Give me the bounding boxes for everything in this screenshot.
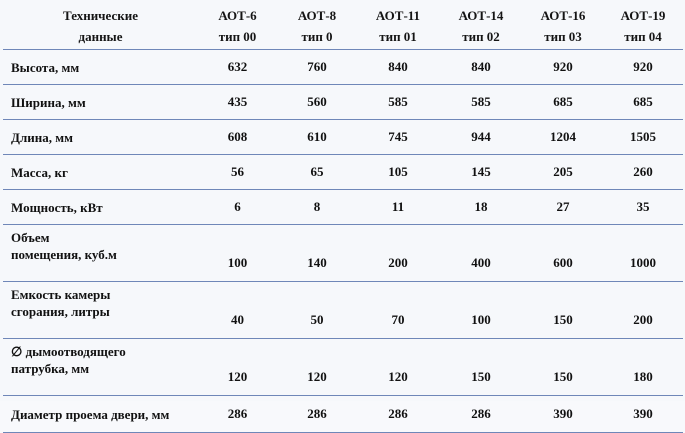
row-value: 200 <box>603 282 683 339</box>
table-row <box>3 396 683 433</box>
header-model-cell <box>277 3 357 50</box>
header-label-cell <box>3 3 198 50</box>
model-type: тип 00 <box>218 29 257 44</box>
header-label-line1: Технические <box>63 8 138 23</box>
row-value: 1204 <box>523 120 603 155</box>
header-row <box>3 3 683 50</box>
row-value: 150 <box>523 282 603 339</box>
model-name: АОТ-14 <box>458 8 504 23</box>
table-body <box>3 50 683 433</box>
row-value: 608 <box>198 120 277 155</box>
row-value: 944 <box>439 120 523 155</box>
row-value: 100 <box>439 282 523 339</box>
model-type: тип 01 <box>379 29 417 44</box>
row-value: 840 <box>439 50 523 85</box>
header-model-cell <box>603 3 683 50</box>
row-value: 8 <box>277 190 357 225</box>
row-value: 100 <box>198 225 277 282</box>
row-value: 145 <box>439 155 523 190</box>
row-label-line1: ∅ дымоотводящего <box>11 344 126 359</box>
row-value: 140 <box>277 225 357 282</box>
row-value: 40 <box>198 282 277 339</box>
row-value: 840 <box>357 50 439 85</box>
row-value: 920 <box>523 50 603 85</box>
row-value: 180 <box>603 339 683 396</box>
model-name: АОТ-19 <box>620 8 666 23</box>
row-value: 200 <box>357 225 439 282</box>
model-name: АОТ-6 <box>218 8 257 23</box>
row-value: 286 <box>277 396 357 433</box>
row-value: 120 <box>277 339 357 396</box>
model-name: АОТ-8 <box>297 8 337 23</box>
model-type: тип 04 <box>624 29 662 44</box>
row-label-line1: Объем <box>11 230 50 245</box>
table-row <box>3 190 683 225</box>
row-value: 120 <box>357 339 439 396</box>
row-value: 50 <box>277 282 357 339</box>
row-value: 600 <box>523 225 603 282</box>
header-model-cell <box>523 3 603 50</box>
row-value: 11 <box>357 190 439 225</box>
row-value: 120 <box>198 339 277 396</box>
row-label: Длина, мм <box>3 120 198 155</box>
table-row <box>3 50 683 85</box>
row-label <box>3 225 198 282</box>
model-type: тип 0 <box>301 29 333 44</box>
model-type: тип 03 <box>544 29 582 44</box>
table-row <box>3 339 683 396</box>
row-value: 150 <box>523 339 603 396</box>
row-value: 390 <box>523 396 603 433</box>
row-value: 286 <box>357 396 439 433</box>
table-row <box>3 85 683 120</box>
header-label-line2: данные <box>78 29 123 44</box>
row-value: 585 <box>357 85 439 120</box>
table-header <box>3 3 683 50</box>
row-label <box>3 339 198 396</box>
row-value: 435 <box>198 85 277 120</box>
row-value: 150 <box>439 339 523 396</box>
row-value: 1505 <box>603 120 683 155</box>
row-label-line2: помещения, куб.м <box>11 247 117 262</box>
row-value: 585 <box>439 85 523 120</box>
row-value: 6 <box>198 190 277 225</box>
row-value: 560 <box>277 85 357 120</box>
row-value: 18 <box>439 190 523 225</box>
row-value: 286 <box>439 396 523 433</box>
row-value: 685 <box>603 85 683 120</box>
row-value: 745 <box>357 120 439 155</box>
row-value: 760 <box>277 50 357 85</box>
row-value: 610 <box>277 120 357 155</box>
row-value: 390 <box>603 396 683 433</box>
header-model-cell <box>198 3 277 50</box>
row-value: 27 <box>523 190 603 225</box>
model-name: АОТ-11 <box>375 8 421 23</box>
model-name: АОТ-16 <box>540 8 586 23</box>
row-label: Высота, мм <box>3 50 198 85</box>
model-type: тип 02 <box>462 29 500 44</box>
row-label-line2: патрубка, мм <box>11 361 90 376</box>
table-row <box>3 120 683 155</box>
table-row <box>3 225 683 282</box>
row-value: 286 <box>198 396 277 433</box>
row-value: 400 <box>439 225 523 282</box>
row-label-line1: Емкость камеры <box>11 287 111 302</box>
row-label: Диаметр проема двери, мм <box>3 396 198 433</box>
row-label: Мощность, кВт <box>3 190 198 225</box>
row-value: 65 <box>277 155 357 190</box>
table-row <box>3 155 683 190</box>
row-value: 685 <box>523 85 603 120</box>
row-value: 56 <box>198 155 277 190</box>
row-label: Ширина, мм <box>3 85 198 120</box>
specifications-table <box>3 3 683 433</box>
row-value: 105 <box>357 155 439 190</box>
row-value: 35 <box>603 190 683 225</box>
row-value: 632 <box>198 50 277 85</box>
row-value: 260 <box>603 155 683 190</box>
row-label <box>3 282 198 339</box>
row-label: Масса, кг <box>3 155 198 190</box>
header-model-cell <box>439 3 523 50</box>
row-value: 920 <box>603 50 683 85</box>
row-label-line2: сгорания, литры <box>11 304 110 319</box>
header-model-cell <box>357 3 439 50</box>
row-value: 70 <box>357 282 439 339</box>
row-value: 205 <box>523 155 603 190</box>
table-row <box>3 282 683 339</box>
row-value: 1000 <box>603 225 683 282</box>
